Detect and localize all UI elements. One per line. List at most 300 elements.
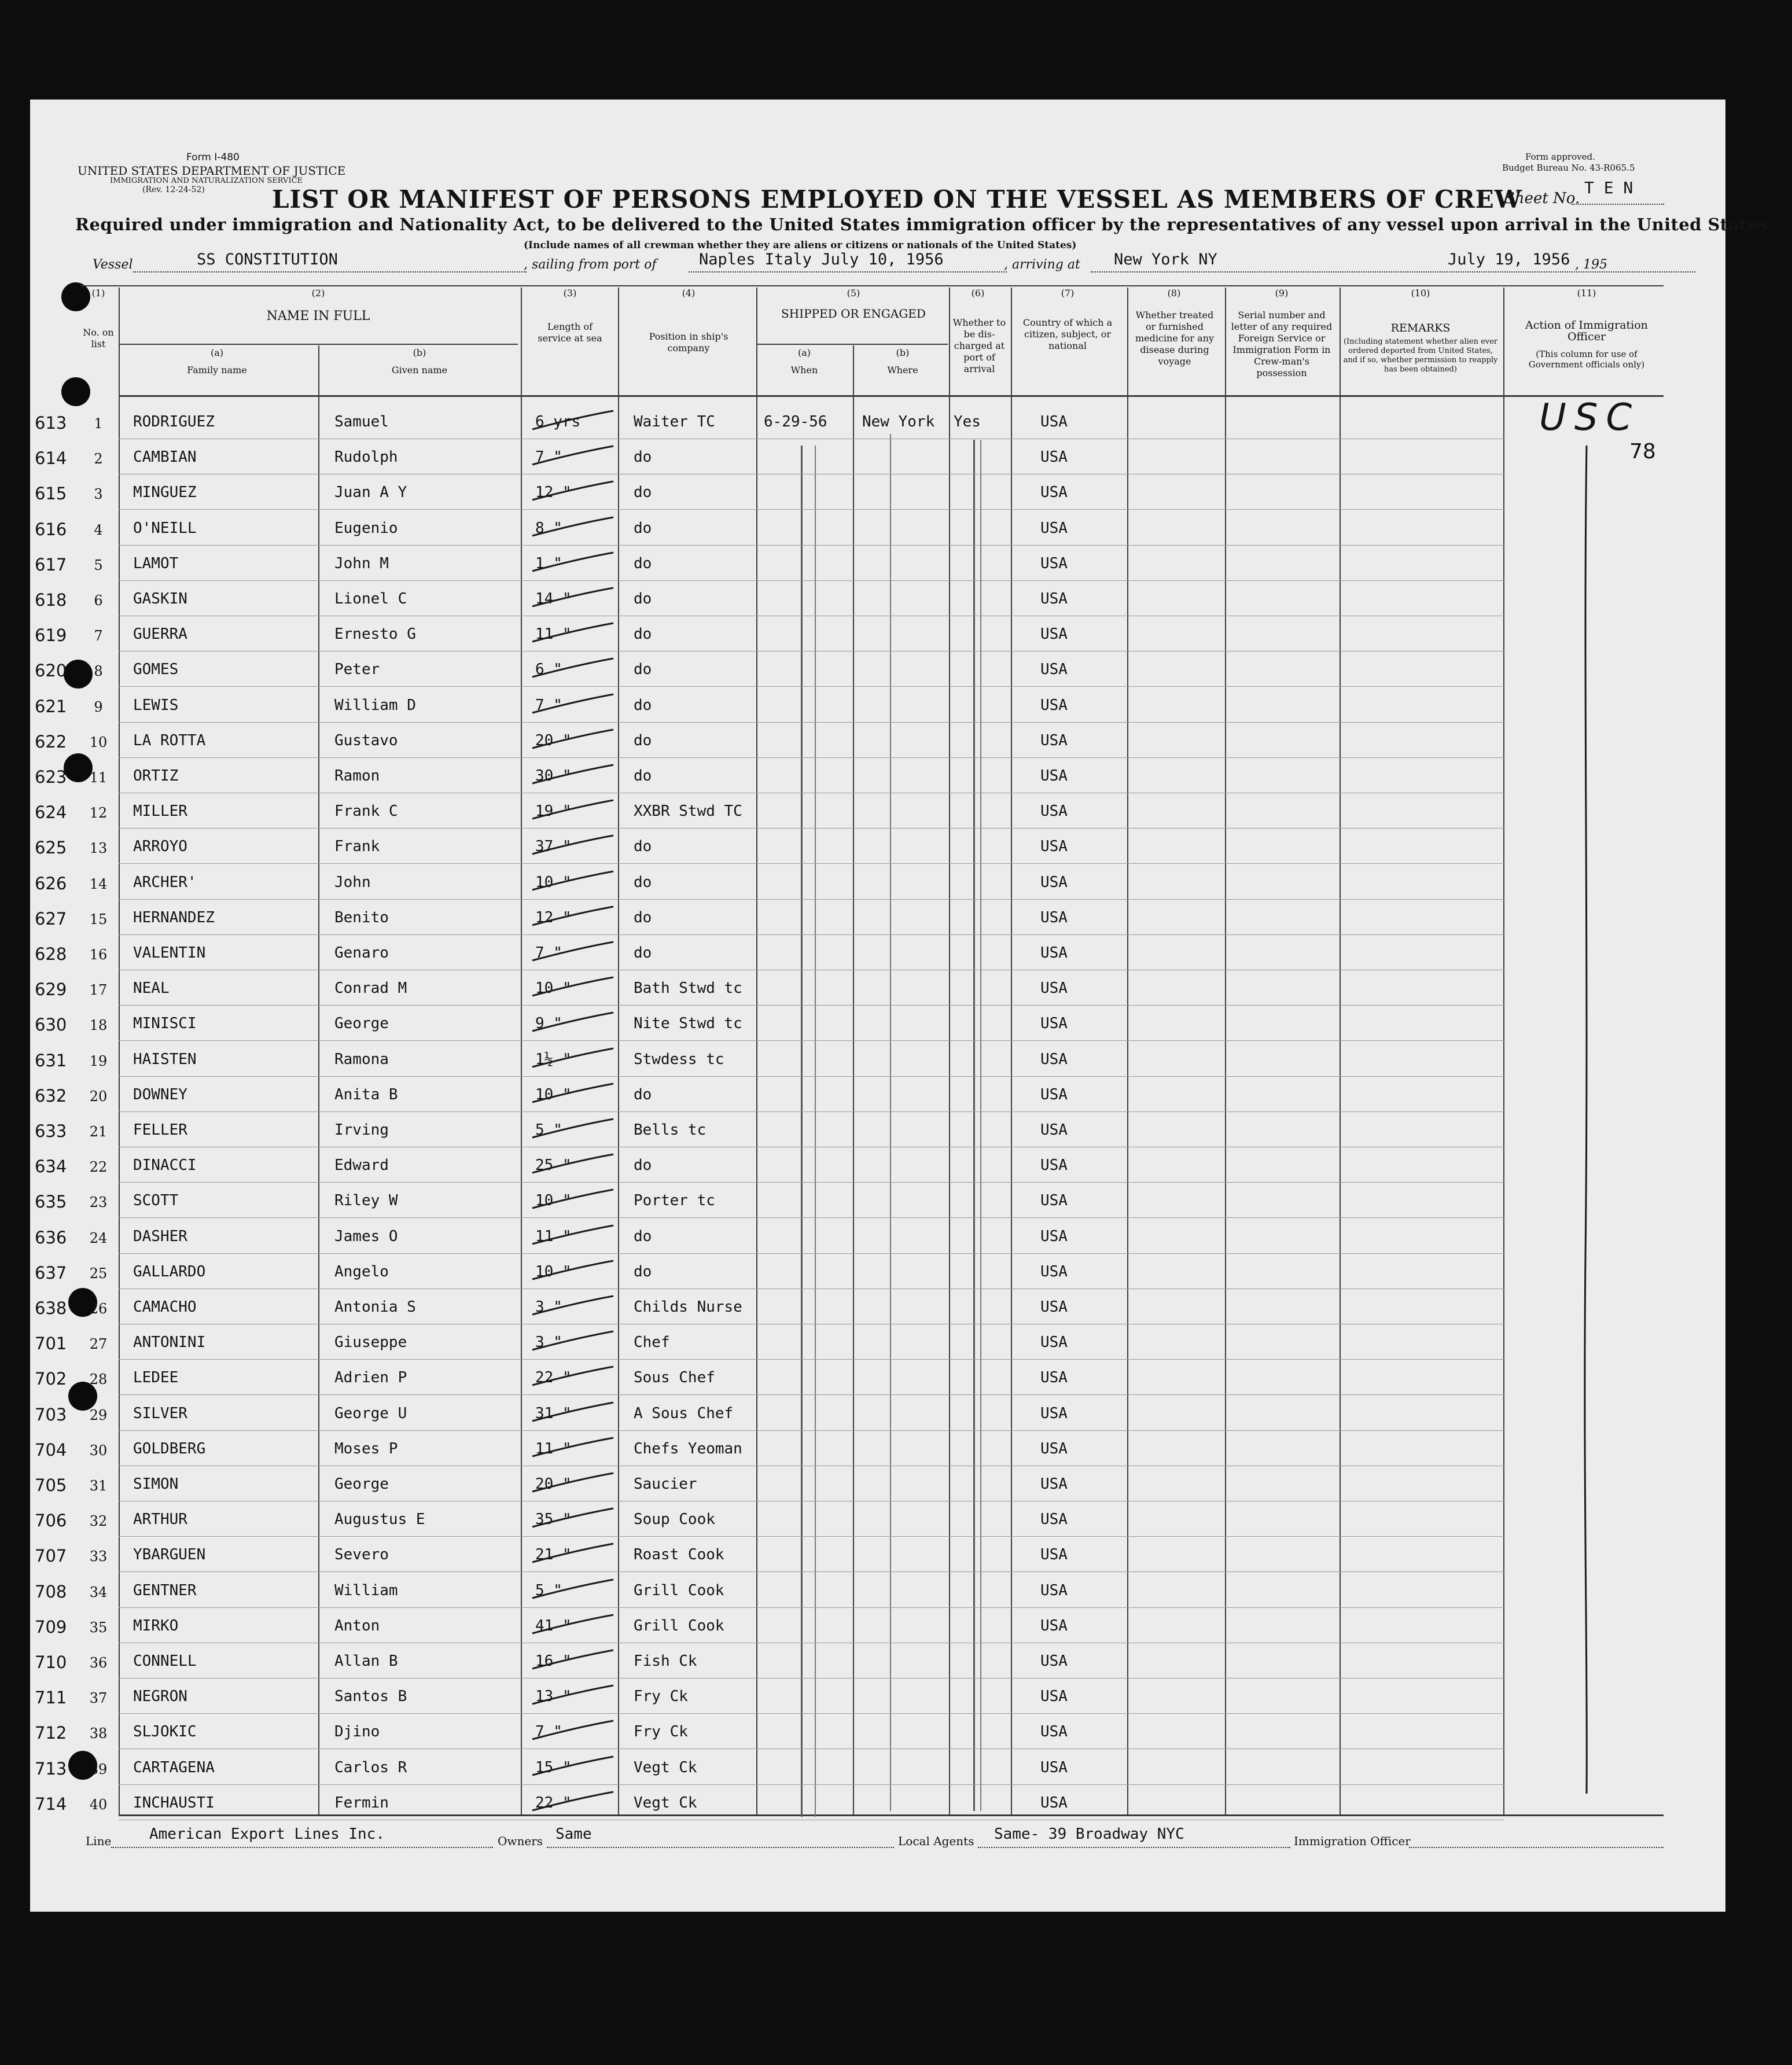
given-name: Antonia S <box>334 1298 416 1316</box>
ship-position: do <box>634 519 652 537</box>
check-stroke <box>529 587 616 610</box>
family-name: LAMOT <box>133 554 179 572</box>
given-name: John M <box>334 554 389 572</box>
crew-ref-number: 708 <box>35 1581 67 1602</box>
agents-value: Same- 39 Broadway NYC <box>994 1825 1184 1843</box>
officer-initials: USC <box>1539 396 1640 439</box>
citizenship: USA <box>1040 1794 1068 1812</box>
table-row <box>0 1078 1792 1113</box>
citizenship: USA <box>1040 1404 1068 1422</box>
family-name: GENTNER <box>133 1581 197 1599</box>
citizenship: USA <box>1040 1192 1068 1210</box>
list-number: 23 <box>89 1194 108 1211</box>
service-length: 7 " <box>535 448 562 466</box>
service-length: 30 " <box>535 767 572 785</box>
citizenship: USA <box>1040 1758 1068 1776</box>
check-stroke <box>529 410 616 433</box>
ship-position: do <box>634 554 652 572</box>
crew-ref-number: 636 <box>35 1227 67 1247</box>
col-length-service: Length of service at sea <box>538 321 602 344</box>
given-name: Djino <box>334 1723 380 1741</box>
citizenship: USA <box>1040 731 1068 749</box>
list-number: 14 <box>89 875 108 892</box>
ship-position: do <box>634 590 652 608</box>
list-number: 33 <box>89 1548 108 1565</box>
service-length: 35 " <box>535 1511 572 1529</box>
family-name: MILLER <box>133 803 187 820</box>
family-name: VALENTIN <box>133 944 206 962</box>
table-row <box>0 1043 1792 1078</box>
citizenship: USA <box>1040 1688 1068 1706</box>
service-length: 10 " <box>535 1085 572 1103</box>
ship-position: Soup Cook <box>634 1511 715 1529</box>
ship-position: do <box>634 484 652 502</box>
list-number: 6 <box>94 592 103 609</box>
ship-position: Bells tc <box>634 1121 707 1139</box>
ship-position: Grill Cook <box>634 1581 724 1599</box>
family-name: DASHER <box>133 1227 187 1245</box>
table-row <box>0 759 1792 794</box>
crew-ref-number: 630 <box>35 1015 67 1035</box>
officer-label: Immigration Officer <box>1294 1834 1411 1848</box>
service-length: 10 " <box>535 1262 572 1280</box>
citizenship: USA <box>1040 1475 1068 1493</box>
family-name: YBARGUEN <box>133 1546 206 1564</box>
given-name: Ernesto G <box>334 625 416 643</box>
table-row <box>0 1007 1792 1042</box>
given-name: Gustavo <box>334 731 398 749</box>
ship-position: Vegt Ck <box>634 1794 697 1812</box>
crew-ref-number: 709 <box>35 1617 67 1637</box>
table-row <box>0 1184 1792 1219</box>
col-serial-number: Serial number and letter of any required Foreign Service or Immigration Form in Crew-man's possession <box>1231 310 1333 378</box>
col-position: Position in ship's company <box>649 331 728 354</box>
check-stroke <box>529 622 616 645</box>
given-name: Giuseppe <box>334 1334 407 1352</box>
given-name: Moses P <box>334 1440 398 1457</box>
list-number: 38 <box>89 1725 108 1742</box>
crew-ref-number: 634 <box>35 1157 67 1177</box>
crew-ref-number: 619 <box>35 625 67 646</box>
list-number: 4 <box>94 521 103 538</box>
ship-position: Fry Ck <box>634 1688 688 1706</box>
table-row <box>0 936 1792 971</box>
citizenship: USA <box>1040 873 1068 891</box>
check-stroke <box>529 1649 616 1672</box>
given-name: Ramon <box>334 767 380 785</box>
family-name: HAISTEN <box>133 1050 197 1068</box>
service-length: 20 " <box>535 1475 572 1493</box>
list-number: 19 <box>89 1052 108 1069</box>
crew-ref-number: 631 <box>35 1050 67 1070</box>
citizenship: USA <box>1040 519 1068 537</box>
crew-ref-number: 710 <box>35 1652 67 1672</box>
service-length: 37 " <box>535 838 572 856</box>
ship-position: do <box>634 1157 652 1175</box>
check-stroke <box>529 1755 616 1779</box>
list-number: 26 <box>89 1301 108 1317</box>
crew-ref-number: 620 <box>35 661 67 681</box>
given-name: Ramona <box>334 1050 389 1068</box>
service-length: 13 " <box>535 1688 572 1706</box>
check-stroke <box>529 1295 616 1318</box>
discharged-flag: Yes <box>954 413 981 430</box>
table-row <box>0 901 1792 936</box>
check-stroke <box>529 1083 616 1106</box>
check-stroke <box>529 480 616 503</box>
citizenship: USA <box>1040 696 1068 714</box>
citizenship: USA <box>1040 625 1068 643</box>
crew-ref-number: 614 <box>35 448 67 469</box>
crew-ref-number: 706 <box>35 1511 67 1531</box>
citizenship: USA <box>1040 1440 1068 1457</box>
service-length: 6 " <box>535 661 562 679</box>
officer-ditto-line <box>1580 446 1603 1794</box>
family-name: LA ROTTA <box>133 731 206 749</box>
check-stroke <box>529 1047 616 1070</box>
family-name: SCOTT <box>133 1192 179 1210</box>
family-name: SLJOKIC <box>133 1723 197 1741</box>
crew-ref-number: 622 <box>35 731 67 752</box>
check-stroke <box>529 551 616 575</box>
family-name: ANTONINI <box>133 1334 206 1352</box>
list-number: 21 <box>89 1124 108 1140</box>
table-row <box>0 1290 1792 1326</box>
check-stroke <box>529 870 616 893</box>
list-number: 16 <box>89 947 108 963</box>
family-name: SILVER <box>133 1404 187 1422</box>
given-name: Anton <box>334 1617 380 1635</box>
col-where: Where <box>887 365 918 376</box>
service-length: 3 " <box>535 1298 562 1316</box>
given-name: George <box>334 1015 389 1033</box>
ship-position: Waiter TC <box>634 413 715 430</box>
citizenship: USA <box>1040 448 1068 466</box>
check-stroke <box>529 1260 616 1283</box>
list-number: 15 <box>89 911 108 927</box>
citizenship: USA <box>1040 661 1068 679</box>
citizenship: USA <box>1040 1298 1068 1316</box>
service-length: 6 yrs <box>535 413 581 430</box>
check-stroke <box>529 1578 616 1602</box>
table-row <box>0 830 1792 865</box>
crew-ref-number: 705 <box>35 1475 67 1495</box>
line-label: Line <box>86 1834 112 1848</box>
list-number: 29 <box>89 1407 108 1423</box>
sheet-label: Sheet No. <box>1504 190 1580 207</box>
family-name: CONNELL <box>133 1652 197 1670</box>
service-length: 8 " <box>535 519 562 537</box>
list-number: 20 <box>89 1088 108 1105</box>
given-name: John <box>334 873 371 891</box>
ship-position: Chefs Yeoman <box>634 1440 742 1457</box>
ship-position: do <box>634 696 652 714</box>
service-length: 7 " <box>535 1723 562 1741</box>
table-row <box>0 1680 1792 1715</box>
table-row <box>0 1326 1792 1361</box>
family-name: GOLDBERG <box>133 1440 206 1457</box>
family-name: DOWNEY <box>133 1085 187 1103</box>
given-name: William <box>334 1581 398 1599</box>
ship-position: do <box>634 448 652 466</box>
given-name: Samuel <box>334 413 389 430</box>
given-name: Carlos R <box>334 1758 407 1776</box>
table-row <box>0 1644 1792 1680</box>
table-row <box>0 1574 1792 1609</box>
col-medicine: Whether treated or furnished medicine for any disease during voyage <box>1135 310 1215 367</box>
service-length: 25 " <box>535 1157 572 1175</box>
citizenship: USA <box>1040 1369 1068 1387</box>
col-remarks: REMARKS <box>1390 322 1451 334</box>
table-row <box>0 1751 1792 1786</box>
crew-ref-number: 635 <box>35 1192 67 1212</box>
ship-position: Stwdess tc <box>634 1050 724 1068</box>
table-row <box>0 405 1792 440</box>
crew-ref-number: 704 <box>35 1440 67 1460</box>
table-row <box>0 511 1792 547</box>
form-approved: Form approved. <box>1525 152 1595 162</box>
col-officer-action: Action of Immigration Officer <box>1525 319 1648 343</box>
ship-position: Chef <box>634 1334 670 1352</box>
crew-ref-number: 616 <box>35 519 67 539</box>
crew-ref-number: 613 <box>35 413 67 433</box>
table-row <box>0 724 1792 759</box>
given-name: Severo <box>334 1546 389 1564</box>
service-length: 5 " <box>535 1121 562 1139</box>
ship-position: do <box>634 1085 652 1103</box>
table-row <box>0 1432 1792 1467</box>
table-row <box>0 653 1792 688</box>
citizenship: USA <box>1040 1511 1068 1529</box>
citizenship: USA <box>1040 1157 1068 1175</box>
owners-value: Same <box>555 1825 592 1843</box>
table-row <box>0 1467 1792 1503</box>
check-stroke <box>529 1684 616 1707</box>
service-length: 12 " <box>535 908 572 926</box>
given-name: Irving <box>334 1121 389 1139</box>
col-no-on-list: No. on list <box>83 327 114 349</box>
line-value: American Export Lines Inc. <box>149 1825 385 1843</box>
shipped-where: New York <box>862 413 935 430</box>
ship-position: Childs Nurse <box>634 1298 742 1316</box>
list-number: 3 <box>94 486 103 503</box>
service-length: 15 " <box>535 1758 572 1776</box>
family-name: FELLER <box>133 1121 187 1139</box>
officer-count: 78 <box>1629 440 1656 463</box>
citizenship: USA <box>1040 554 1068 572</box>
ship-position: do <box>634 838 652 856</box>
service-length: 11 " <box>535 1227 572 1245</box>
service-length: 10 " <box>535 1192 572 1210</box>
check-stroke <box>529 693 616 716</box>
col-officer-note: (This column for use of Government officials only) <box>1528 349 1645 370</box>
list-number: 32 <box>89 1513 108 1530</box>
ship-position: Fish Ck <box>634 1652 697 1670</box>
punch-hole <box>61 377 90 406</box>
given-name: Lionel C <box>334 590 407 608</box>
service-length: 3 " <box>535 1334 562 1352</box>
crew-ref-number: 637 <box>35 1262 67 1283</box>
check-stroke <box>529 834 616 857</box>
list-number: 10 <box>89 734 108 750</box>
table-row <box>0 440 1792 476</box>
given-name: Santos B <box>334 1688 407 1706</box>
family-name: ARROYO <box>133 838 187 856</box>
list-number: 35 <box>89 1619 108 1636</box>
check-stroke <box>529 1365 616 1389</box>
given-name: Genaro <box>334 944 389 962</box>
service-length: 11 " <box>535 625 572 643</box>
crew-ref-number: 624 <box>35 803 67 823</box>
revision: (Rev. 12-24-52) <box>142 185 205 194</box>
crew-ref-number: 702 <box>35 1369 67 1389</box>
service-length: 19 " <box>535 803 572 820</box>
family-name: HERNANDEZ <box>133 908 215 926</box>
given-name: Fermin <box>334 1794 389 1812</box>
ship-position: Bath Stwd tc <box>634 980 742 997</box>
table-row <box>0 1609 1792 1644</box>
service-length: 21 " <box>535 1546 572 1564</box>
family-name: CARTAGENA <box>133 1758 215 1776</box>
ship-position: Saucier <box>634 1475 697 1493</box>
family-name: MINISCI <box>133 1015 197 1033</box>
check-stroke <box>529 799 616 822</box>
citizenship: USA <box>1040 1015 1068 1033</box>
table-row <box>0 1361 1792 1396</box>
service-length: 31 " <box>535 1404 572 1422</box>
family-name: LEDEE <box>133 1369 179 1387</box>
given-name: George <box>334 1475 389 1493</box>
service-length: 1½ " <box>535 1050 572 1068</box>
table-row <box>0 1538 1792 1573</box>
list-number: 8 <box>94 663 103 680</box>
service: IMMIGRATION AND NATURALIZATION SERVICE <box>110 176 303 185</box>
list-number: 18 <box>89 1017 108 1034</box>
table-row <box>0 476 1792 511</box>
check-stroke <box>529 1118 616 1141</box>
arrival-date: July 19, 1956 <box>1448 251 1570 268</box>
shipped-when: 6-29-56 <box>764 413 827 430</box>
crew-ref-number: 618 <box>35 590 67 610</box>
table-row <box>0 1149 1792 1184</box>
table-row <box>0 1786 1792 1821</box>
family-name: GUERRA <box>133 625 187 643</box>
given-name: Angelo <box>334 1262 389 1280</box>
service-length: 12 " <box>535 484 572 502</box>
form-note: (Include names of all crewman whether they are aliens or citizens or nationals of the United States) <box>524 240 1077 251</box>
table-row <box>0 1503 1792 1538</box>
citizenship: USA <box>1040 1617 1068 1635</box>
list-number: 2 <box>94 451 103 468</box>
family-name: MINGUEZ <box>133 484 197 502</box>
given-name: Benito <box>334 908 389 926</box>
citizenship: USA <box>1040 767 1068 785</box>
table-row <box>0 971 1792 1007</box>
arrival-port: New York NY <box>1114 251 1217 268</box>
list-number: 7 <box>94 628 103 645</box>
service-length: 20 " <box>535 731 572 749</box>
col-family-name: Family name <box>187 365 247 376</box>
crew-ref-number: 627 <box>35 908 67 929</box>
col-country: Country of which a citizen, subject, or national <box>1022 317 1113 351</box>
list-number: 17 <box>89 982 108 999</box>
col-remarks-note: (Including statement whether alien ever ordered deported from United States, and if so, whether permission to reapply has been obtained) <box>1343 337 1498 374</box>
citizenship: USA <box>1040 590 1068 608</box>
crew-ref-number: 633 <box>35 1121 67 1141</box>
citizenship: USA <box>1040 1227 1068 1245</box>
list-number: 1 <box>94 415 103 432</box>
service-length: 11 " <box>535 1440 572 1457</box>
crew-ref-number: 629 <box>35 980 67 1000</box>
check-stroke <box>529 1614 616 1637</box>
service-length: 10 " <box>535 873 572 891</box>
table-row <box>0 1397 1792 1432</box>
family-name: MIRKO <box>133 1617 179 1635</box>
list-number: 13 <box>89 840 108 857</box>
family-name: ORTIZ <box>133 767 179 785</box>
crew-ref-number: 625 <box>35 838 67 858</box>
service-length: 9 " <box>535 1015 562 1033</box>
list-number: 36 <box>89 1655 108 1671</box>
owners-label: Owners <box>498 1834 543 1848</box>
check-stroke <box>529 1011 616 1035</box>
crew-ref-number: 623 <box>35 767 67 787</box>
list-number: 24 <box>89 1230 108 1246</box>
service-length: 7 " <box>535 944 562 962</box>
given-name: Conrad M <box>334 980 407 997</box>
sailing-label: , sailing from port of <box>524 257 657 272</box>
crew-ref-number: 626 <box>35 873 67 893</box>
crew-ref-number: 638 <box>35 1298 67 1318</box>
table-row <box>0 547 1792 582</box>
table-row <box>0 794 1792 830</box>
family-name: ARCHER' <box>133 873 197 891</box>
citizenship: USA <box>1040 838 1068 856</box>
vessel-label: Vessel <box>93 257 133 272</box>
crew-ref-number: 703 <box>35 1404 67 1424</box>
service-length: 22 " <box>535 1369 572 1387</box>
service-length: 1 " <box>535 554 562 572</box>
given-name: Riley W <box>334 1192 398 1210</box>
family-name: SIMON <box>133 1475 179 1493</box>
family-name: NEAL <box>133 980 170 997</box>
given-name: Juan A Y <box>334 484 407 502</box>
crew-ref-number: 632 <box>35 1085 67 1106</box>
service-length: 5 " <box>535 1581 562 1599</box>
family-name: O'NEILL <box>133 519 197 537</box>
sheet-number: T E N <box>1584 178 1633 197</box>
citizenship: USA <box>1040 1262 1068 1280</box>
citizenship: USA <box>1040 1652 1068 1670</box>
ship-position: do <box>634 661 652 679</box>
crew-ref-number: 621 <box>35 696 67 716</box>
ship-position: do <box>634 767 652 785</box>
check-stroke <box>529 905 616 929</box>
col-shipped-engaged: SHIPPED OR ENGAGED <box>781 307 926 321</box>
check-stroke <box>529 445 616 468</box>
table-row <box>0 1255 1792 1290</box>
given-name: William D <box>334 696 416 714</box>
family-name: GOMES <box>133 661 179 679</box>
check-stroke <box>529 1472 616 1495</box>
ship-position: do <box>634 1227 652 1245</box>
ship-position: XXBR Stwd TC <box>634 803 742 820</box>
family-name: INCHAUSTI <box>133 1794 215 1812</box>
service-length: 16 " <box>535 1652 572 1670</box>
ship-position: Fry Ck <box>634 1723 688 1741</box>
citizenship: USA <box>1040 1546 1068 1564</box>
given-name: Edward <box>334 1157 389 1175</box>
